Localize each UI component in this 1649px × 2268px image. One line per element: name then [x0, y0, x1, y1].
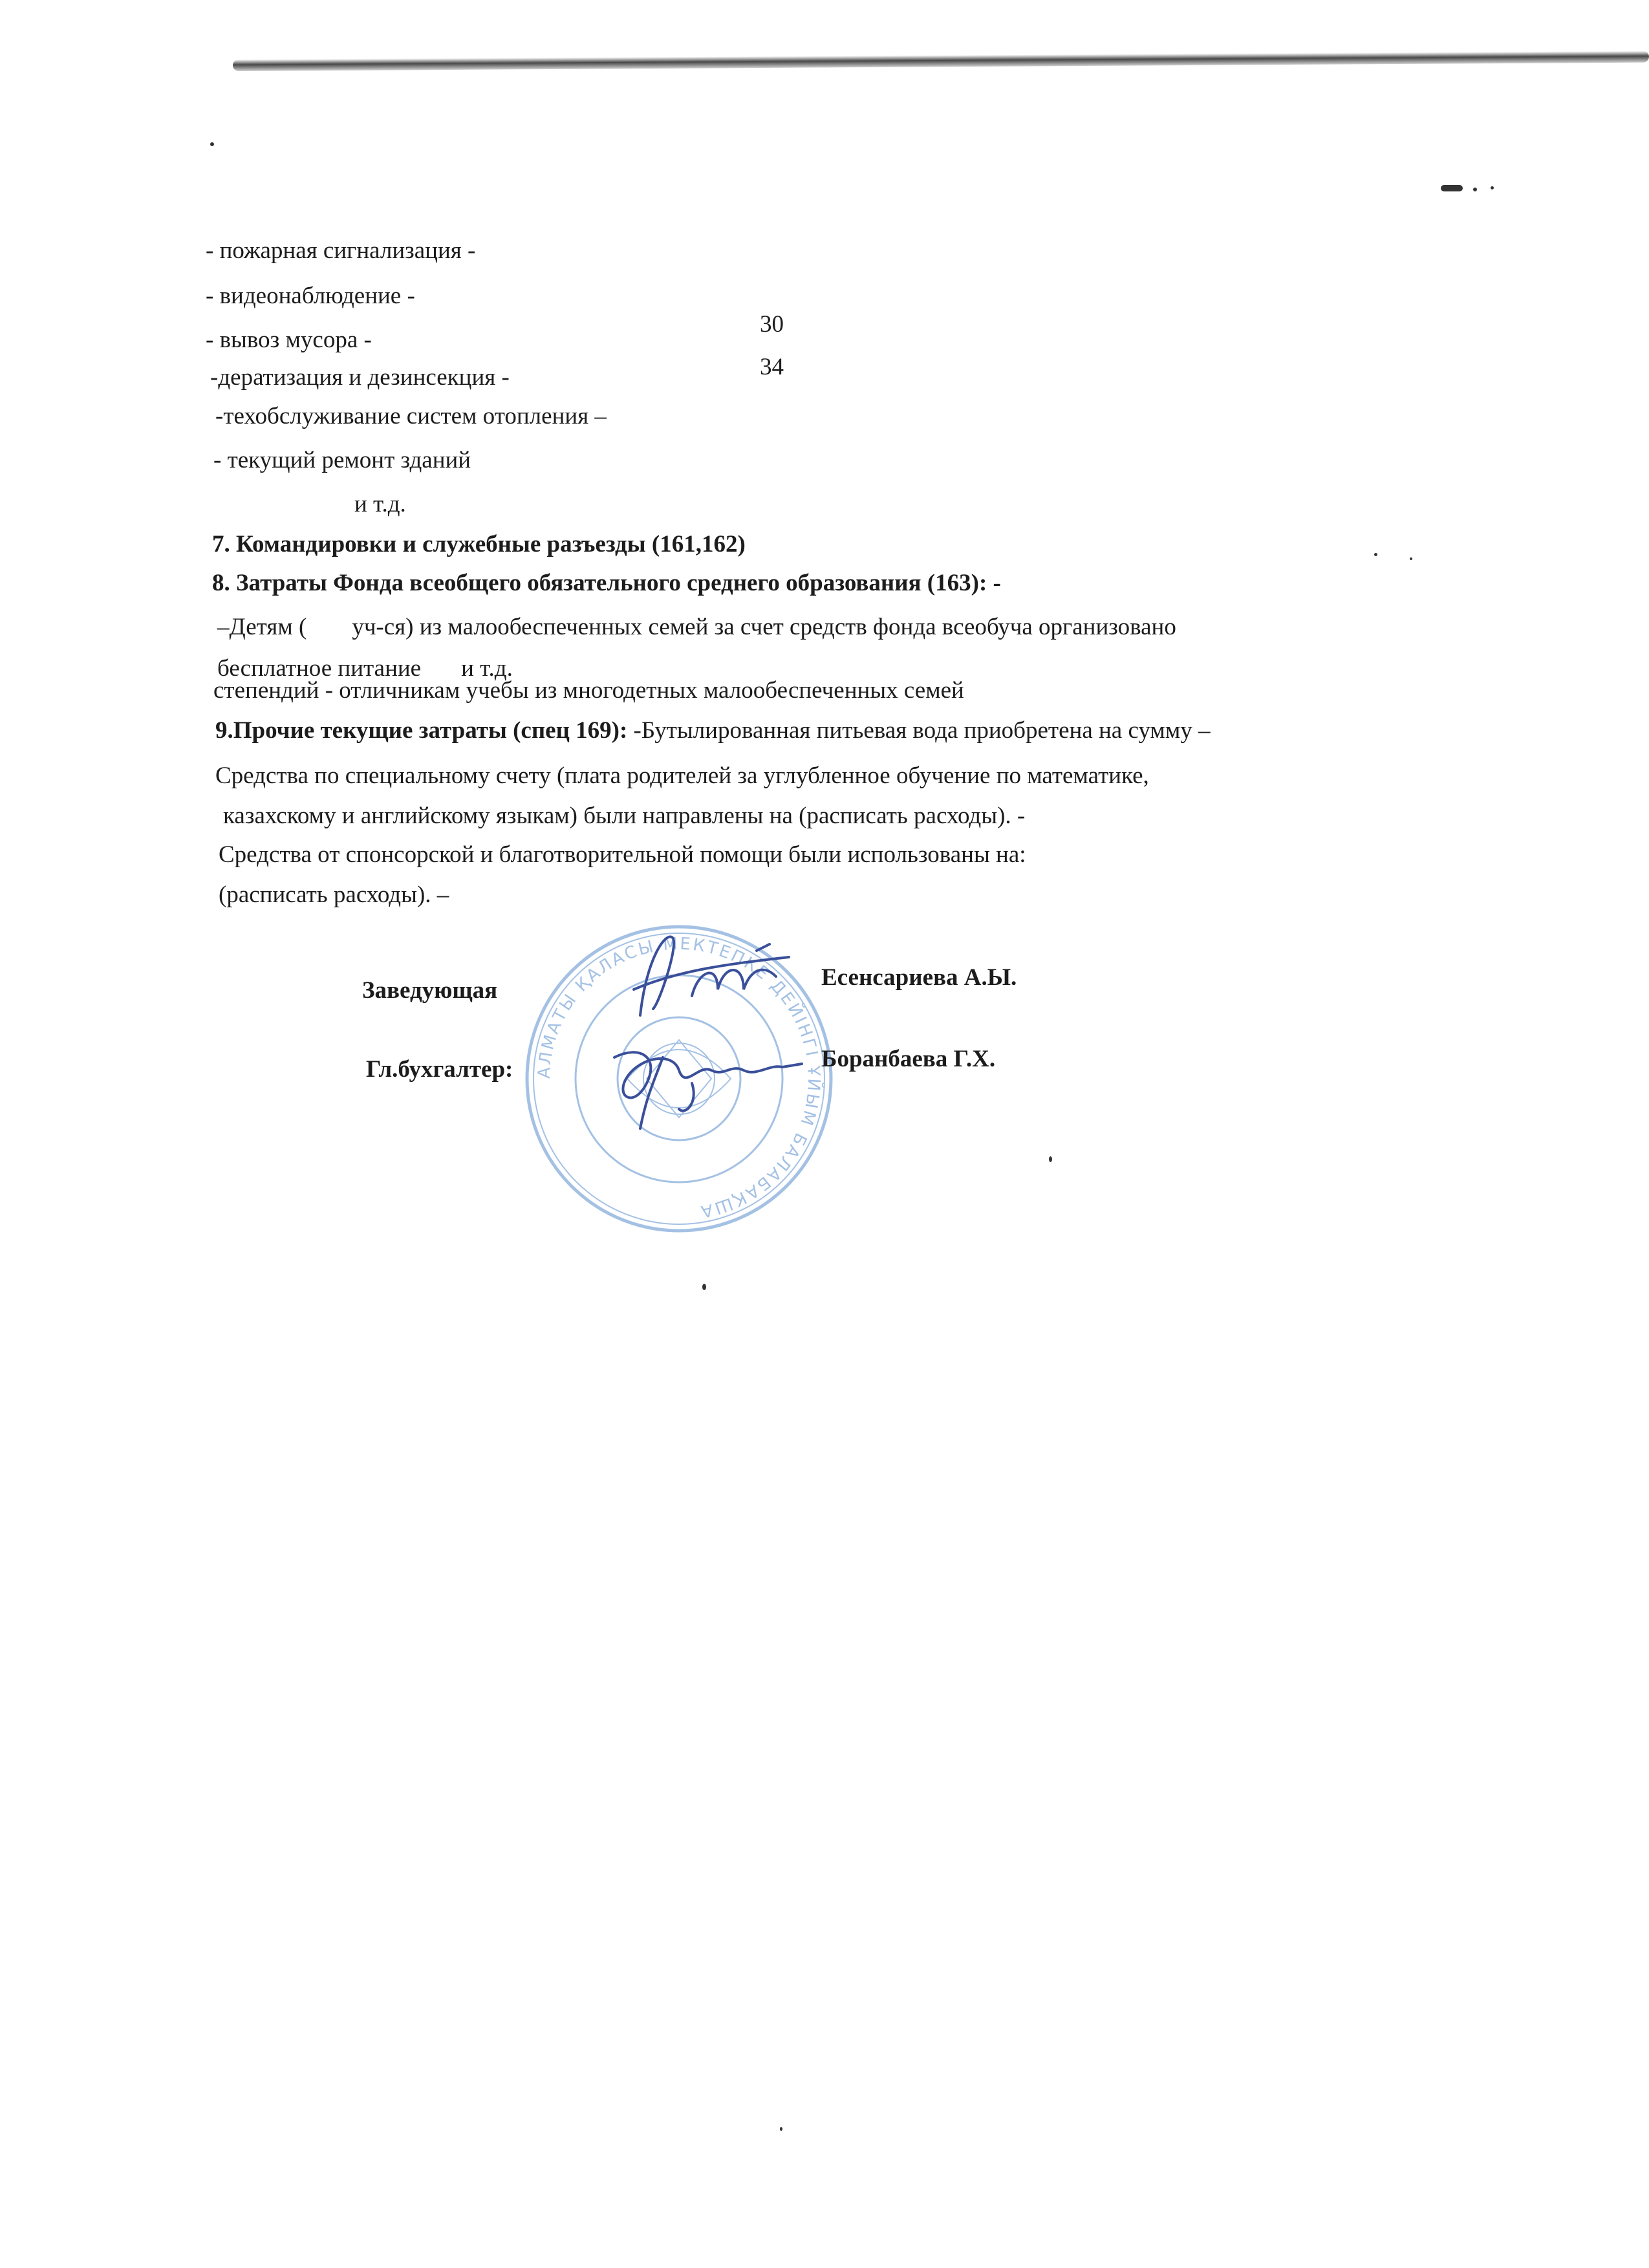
line-fire-alarm: - пожарная сигнализация -	[206, 237, 476, 264]
line-deratization: -дератизация и дезинсекция -	[210, 364, 510, 391]
line-special-account-cont: казахскому и английскому языкам) были направлены на (расписать расходы). -	[223, 803, 1026, 829]
stamp-ring-text: АЛМАТЫ ҚАЛАСЫ МЕКТЕПКЕ ДЕЙІНГІ ҰЙЫМ БАЛАБАҚША	[534, 934, 824, 1222]
children-text: уч-ся) из малообеспеченных семей за счет средств фонда всеобуча организовано	[352, 614, 1176, 640]
line-repair: - текущий ремонт зданий	[213, 447, 471, 473]
scan-speck	[702, 1284, 706, 1290]
accountant-signature	[601, 1019, 815, 1141]
accountant-name: Боранбаева Г.Х.	[821, 1046, 996, 1072]
section-9-heading: 9.Прочие текущие затраты (спец 169):	[215, 717, 628, 744]
value-deratization: 34	[760, 354, 784, 380]
accountant-title: Гл.бухгалтер:	[366, 1056, 513, 1083]
line-special-account: Средства по специальному счету (плата родителей за углубленное обучение по математике,	[215, 762, 1149, 789]
free-meals-text: бесплатное питание	[217, 655, 422, 682]
section-9-text: -Бутылированная питьевая вода приобретена на сумму –	[633, 717, 1211, 744]
line-sponsor-cont: (расписать расходы). –	[219, 881, 449, 908]
line-sponsor: Средства от спонсорской и благотворительной помощи были использованы на:	[219, 841, 1026, 868]
line-stipends: степендий - отличникам учебы из многодетных малообеспеченных семей	[213, 677, 964, 704]
free-meals-etc: и т.д.	[461, 655, 513, 682]
line-children	[217, 613, 1176, 642]
line-etc: и т.д.	[354, 491, 406, 517]
section-9	[215, 717, 1211, 745]
scan-edge-line	[233, 51, 1649, 71]
scan-speck	[1410, 557, 1412, 560]
scan-speck	[1049, 1156, 1052, 1162]
head-signature	[621, 918, 808, 1035]
line-video: - видеонаблюдение -	[206, 283, 415, 309]
head-name: Есенсариева А.Ы.	[821, 964, 1017, 991]
value-garbage: 30	[760, 311, 784, 338]
scan-speck	[210, 142, 214, 146]
scan-speck	[780, 2127, 782, 2131]
line-heating: -техобслуживание систем отопления –	[215, 403, 607, 429]
scan-speck	[1473, 188, 1477, 191]
children-prefix: –Детям (	[217, 614, 307, 640]
scan-speck	[1374, 553, 1377, 556]
scan-speck	[1441, 185, 1463, 191]
line-garbage: - вывоз мусора -	[206, 327, 372, 353]
section-7-heading: 7. Командировки и служебные разъезды (161,162)	[212, 531, 746, 557]
scan-speck	[1491, 186, 1494, 189]
section-8-heading: 8. Затраты Фонда всеобщего обязательного среднего образования (163): -	[212, 570, 1001, 596]
head-title: Заведующая	[362, 977, 498, 1004]
